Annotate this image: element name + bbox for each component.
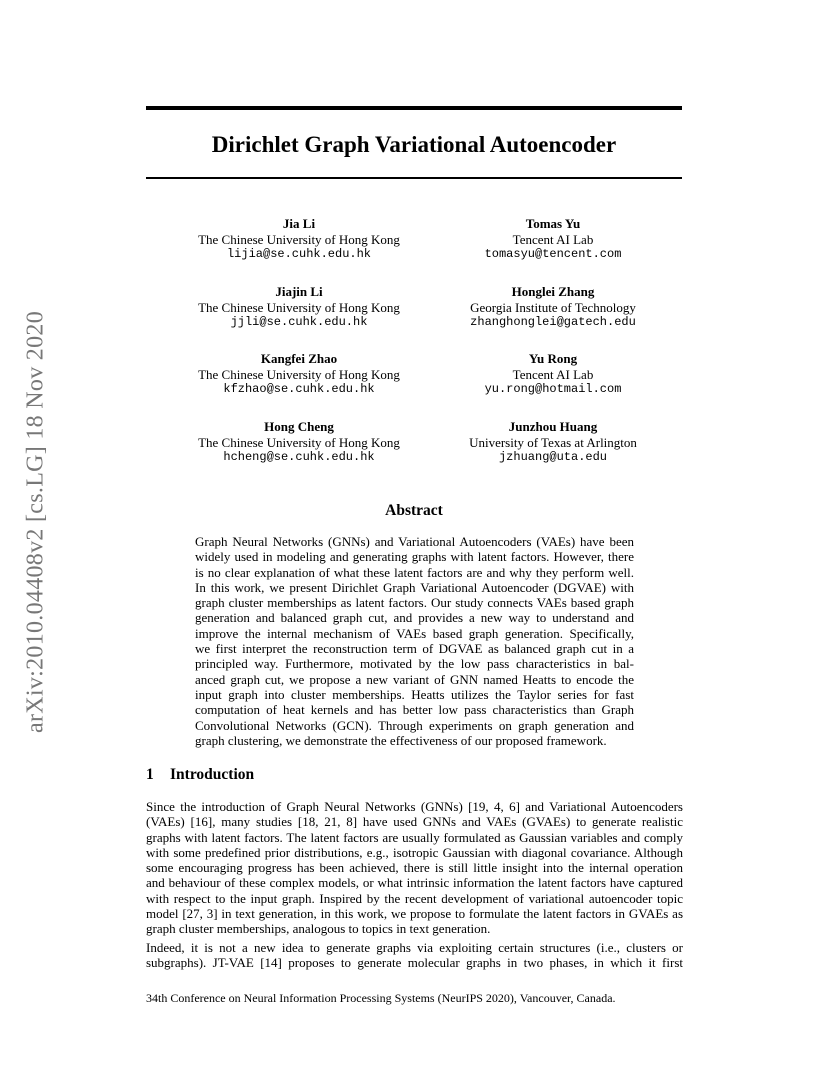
author-name: Yu Rong — [528, 351, 578, 366]
abstract-line: anced graph cut, we propose a new variant of GNN named Heatts to encode the — [195, 671, 634, 687]
section-heading — [146, 766, 254, 784]
author-email: hcheng@se.cuhk.edu.hk — [223, 450, 375, 464]
paragraph-line: with some predefined prior distributions, e.g., isotropic Gaussian with diagonal covariance. Although — [146, 844, 683, 860]
author-block — [430, 284, 676, 331]
abstract-line: computation of heat kernels and has better low pass characteristics than Graph — [195, 702, 634, 718]
abstract-line: graph cluster memberships as latent factors. Our study connects VAEs based graph — [195, 595, 634, 611]
arxiv-identifier — [21, 284, 51, 759]
abstract-line: improve the internal mechanism of VAEs based graph generation. Specifically, — [195, 625, 634, 641]
paragraph-line: model [27, 3] in text generation, in this work, we propose to formulate the latent factors in GVAEs as — [146, 906, 683, 922]
author-block — [430, 216, 676, 263]
author-name: Tomas Yu — [525, 216, 581, 231]
intro-paragraph-2 — [146, 940, 683, 971]
author-block — [430, 351, 676, 398]
paper-title: Dirichlet Graph Variational Autoencoder — [211, 132, 617, 157]
author-email: kfzhao@se.cuhk.edu.hk — [223, 382, 375, 396]
author-email: tomasyu@tencent.com — [484, 247, 622, 261]
paragraph-line: some encouraging progress has been achieved, there is still little insight into the internal operation — [146, 860, 683, 876]
abstract-line: generation and balanced graph cut, and provides a new way to understand and — [195, 610, 634, 626]
author-name: Jiajin Li — [275, 284, 323, 299]
author-block — [430, 419, 676, 466]
abstract-line: is no clear explanation of what these latent factors are and why they perform well. — [195, 564, 634, 580]
conference-footer: 34th Conference on Neural Information Processing Systems (NeurIPS 2020), Vancouver, Canada. — [146, 991, 616, 1005]
author-block — [176, 284, 422, 331]
author-block — [176, 351, 422, 398]
author-name: Jia Li — [282, 216, 316, 231]
author-affiliation: The Chinese University of Hong Kong — [198, 434, 400, 450]
author-block — [176, 419, 422, 466]
abstract-line: principled way. Furthermore, motivated by the low pass characteristics in bal- — [195, 656, 634, 672]
abstract-heading: Abstract — [385, 502, 443, 519]
author-name: Honglei Zhang — [511, 284, 595, 299]
author-email: jjli@se.cuhk.edu.hk — [230, 315, 368, 329]
arxiv-id-text: arXiv:2010.04408v2 [cs.LG] 18 Nov 2020 — [22, 310, 49, 733]
abstract-line: widely used in modeling and generating graphs with latent factors. However, there — [195, 549, 634, 565]
section-number: 1 — [146, 766, 154, 783]
author-affiliation: Tencent AI Lab — [512, 231, 594, 247]
abstract-line: graph clustering, we demonstrate the effectiveness of our proposed framework. — [195, 732, 607, 748]
author-affiliation: The Chinese University of Hong Kong — [198, 231, 400, 247]
author-affiliation: Tencent AI Lab — [512, 366, 594, 382]
author-email: lijia@se.cuhk.edu.hk — [226, 247, 372, 261]
paragraph-line: and behaviour of these complex models, or what intrinsic information the latent factors have captured — [146, 875, 683, 891]
section-title: Introduction — [170, 766, 255, 783]
author-name: Hong Cheng — [264, 419, 334, 434]
paragraph-line: with respect to the input graph. Inspired by the recent development of variational autoencoder topic — [146, 890, 683, 906]
paragraph-line: graph cluster memberships, analogous to topics in text generation. — [146, 921, 491, 937]
author-name: Junzhou Huang — [508, 419, 598, 434]
author-email: jzhuang@uta.edu — [498, 450, 608, 464]
paragraph-line: Indeed, it is not a new idea to generate graphs via exploiting certain structures (i.e., clusters or — [146, 940, 683, 955]
title-top-rule — [146, 106, 682, 110]
title-bottom-rule — [146, 177, 682, 179]
intro-paragraph-1 — [146, 799, 683, 937]
author-block — [176, 216, 422, 263]
author-affiliation: Georgia Institute of Technology — [470, 299, 636, 315]
author-email: yu.rong@hotmail.com — [484, 382, 622, 396]
author-name: Kangfei Zhao — [260, 351, 338, 366]
abstract-line: Convolutional Networks (GCN). Through experiments on graph generation and — [195, 717, 634, 733]
author-affiliation: The Chinese University of Hong Kong — [198, 366, 400, 382]
abstract-line: In this work, we present Dirichlet Graph Variational Autoencoder (DGVAE) with — [195, 579, 634, 595]
paragraph-line: graphs with latent factors. The latent factors are usually formulated as Gaussian variables and comply — [146, 829, 683, 845]
abstract-body — [195, 534, 634, 748]
paragraph-line: subgraphs). JT-VAE [14] proposes to generate molecular graphs in two phases, in which it first — [146, 955, 683, 971]
author-email: zhanghonglei@gatech.edu — [470, 315, 636, 329]
paragraph-line: (VAEs) [16], many studies [18, 21, 8] have used GNNs and VAEs (GVAEs) to generate realistic — [146, 814, 683, 830]
paragraph-line: Since the introduction of Graph Neural Networks (GNNs) [19, 4, 6] and Variational Autoencoders — [146, 799, 683, 814]
author-affiliation: The Chinese University of Hong Kong — [198, 299, 400, 315]
author-affiliation: University of Texas at Arlington — [469, 434, 637, 450]
abstract-line: we first interpret the reconstruction term of DGVAE as balanced graph cut in a — [195, 641, 634, 657]
abstract-line: Graph Neural Networks (GNNs) and Variational Autoencoders (VAEs) have been — [195, 534, 634, 549]
abstract-line: input graph into cluster memberships. Heatts utilizes the Taylor series for fast — [195, 686, 634, 702]
